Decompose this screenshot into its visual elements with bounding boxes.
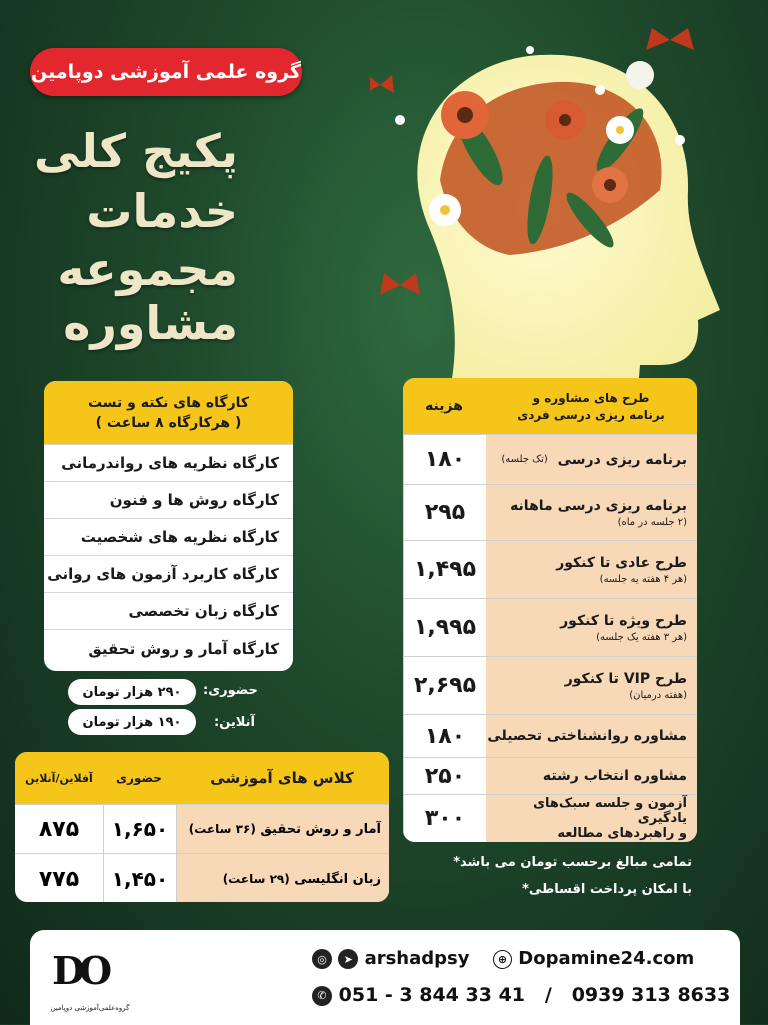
consult-title: مشاوره روانشناختی تحصیلی — [486, 715, 697, 757]
consult-row — [403, 794, 697, 842]
class-name — [177, 854, 389, 902]
title-line-4: مشاوره — [63, 296, 238, 350]
social-handle[interactable] — [312, 948, 469, 969]
consult-row — [403, 540, 697, 598]
workshops-table — [44, 381, 293, 671]
phone-landline[interactable]: 051 - 3 844 33 41 — [338, 984, 526, 1006]
consult-price: ۲۹۵ — [403, 485, 486, 540]
phone-line — [312, 984, 730, 1006]
class-name-text: زبان انگلیسی — [294, 871, 381, 887]
consult-row — [403, 484, 697, 540]
class-row — [15, 804, 389, 853]
classes-header-title: کلاس های آموزشی — [175, 752, 389, 804]
dopamine-logo-icon — [52, 940, 124, 1002]
consult-header-title — [485, 378, 697, 434]
note-text: تمامی مبالغ برحسب تومان می باشد — [460, 855, 692, 870]
workshops-header-title: کارگاه های نکته و تست — [87, 394, 250, 411]
globe-icon: ⊕ — [493, 950, 512, 969]
footer — [30, 930, 740, 1025]
class-name-text: آمار و روش تحقیق — [260, 821, 381, 837]
workshops-header — [44, 381, 293, 444]
title-line-3: مجموعه — [57, 242, 238, 296]
workshop-item: کارگاه روش ها و فنون — [44, 481, 293, 518]
class-online-price: ۸۷۵ — [15, 805, 104, 853]
consult-sub: (هفته درمیان) — [629, 689, 687, 701]
inperson-label: حضوری: — [203, 683, 258, 698]
consult-title — [486, 795, 697, 842]
workshop-item: کارگاه نظریه های شخصیت — [44, 518, 293, 555]
consult-row — [403, 757, 697, 794]
classes-header-online: آفلاین/آنلاین — [15, 752, 103, 804]
phone-mobile[interactable]: 0939 313 8633 — [571, 984, 731, 1006]
handle-text: arshadpsy — [364, 948, 470, 969]
consult-row — [403, 714, 697, 757]
brand-badge: گروه علمی آموزشی دوپامین — [30, 48, 302, 96]
consult-title-text: برنامه ریزی درسی ماهانه — [510, 497, 687, 514]
logo-caption: گروه‌علمی‌آموزشی دوپامین — [50, 1004, 130, 1012]
consult-title-text: طرح عادی تا کنکور — [556, 554, 687, 571]
consult-header-line1: طرح های مشاوره و — [532, 390, 650, 405]
phone-separator: / — [544, 984, 552, 1006]
consult-title — [486, 657, 697, 714]
consult-price: ۱۸۰ — [403, 435, 486, 484]
consult-title — [486, 435, 697, 484]
consult-header — [403, 378, 697, 434]
classes-header — [15, 752, 389, 804]
consult-sub: (هر ۴ هفته یه جلسه) — [599, 573, 687, 585]
class-inperson-price: ۱,۶۵۰ — [104, 805, 177, 853]
note-toman: تمامی مبالغ برحسب تومان می باشد* — [453, 855, 692, 870]
consult-title-text: برنامه ریزی درسی — [557, 451, 687, 468]
consult-header-cost: هزینه — [403, 378, 485, 434]
class-row — [15, 853, 389, 902]
class-inperson-price: ۱,۴۵۰ — [104, 854, 177, 902]
consult-title — [486, 599, 697, 656]
class-hours: (۳۶ ساعت) — [188, 822, 256, 836]
consult-price: ۲۵۰ — [403, 758, 486, 794]
consult-title-text: طرح VIP تا کنکور — [564, 670, 687, 687]
title-line-2: خدمات — [86, 184, 238, 238]
consult-price: ۱,۴۹۵ — [403, 541, 486, 598]
instagram-icon: ◎ — [312, 949, 332, 969]
phone-icon: ✆ — [312, 986, 332, 1006]
workshop-item: کارگاه کاربرد آزمون های روانی — [44, 555, 293, 592]
consult-title — [486, 541, 697, 598]
head-illustration — [370, 20, 730, 390]
consultation-table — [403, 378, 697, 842]
consult-title: مشاوره انتخاب رشته — [486, 758, 697, 794]
consult-row — [403, 434, 697, 484]
consult-price: ۱,۹۹۵ — [403, 599, 486, 656]
classes-header-inperson: حضوری — [103, 752, 175, 804]
consult-header-line2: برنامه ریزی درسی فردی — [517, 407, 665, 422]
inperson-price: ۲۹۰ هزار تومان — [68, 679, 196, 705]
consult-title-text: آزمون و جلسه سبک‌های یادگیری — [533, 796, 687, 826]
workshops-header-sub: ( هرکارگاه ۸ ساعت ) — [95, 414, 242, 431]
classes-table — [15, 752, 389, 902]
note-text: با امکان پرداخت اقساطی — [528, 882, 692, 897]
workshop-item: کارگاه آمار و روش تحقیق — [44, 629, 293, 668]
class-hours: (۲۹ ساعت) — [222, 872, 290, 886]
website-link[interactable] — [493, 948, 694, 969]
consult-sub: (۲ جلسه در ماه) — [617, 516, 687, 528]
online-label: آنلاین: — [214, 715, 255, 730]
consult-sub: (هر ۳ هفته یک جلسه) — [596, 631, 687, 643]
note-installments: با امکان پرداخت اقساطی* — [522, 882, 692, 897]
consult-row — [403, 598, 697, 656]
consult-price: ۱۸۰ — [403, 715, 486, 757]
consult-title — [486, 485, 697, 540]
online-price: ۱۹۰ هزار تومان — [68, 709, 196, 735]
consult-price: ۳۰۰ — [403, 795, 486, 842]
consult-price: ۲,۶۹۵ — [403, 657, 486, 714]
consult-row — [403, 656, 697, 714]
consult-title-text-2: و راهبردهای مطالعه — [557, 826, 687, 841]
website-text: Dopamine24.com — [518, 948, 695, 969]
logo-letters: DO — [52, 948, 107, 993]
workshop-item: کارگاه زبان تخصصی — [44, 592, 293, 629]
title-line-1: پکیج کلی — [33, 124, 238, 178]
workshop-item: کارگاه نظریه های رواندرمانی — [44, 444, 293, 481]
consult-sub: (تک جلسه) — [501, 454, 548, 465]
class-name — [177, 805, 389, 853]
class-online-price: ۷۷۵ — [15, 854, 104, 902]
telegram-icon: ➤ — [338, 949, 358, 969]
consult-title-text: طرح ویژه تا کنکور — [560, 612, 687, 629]
